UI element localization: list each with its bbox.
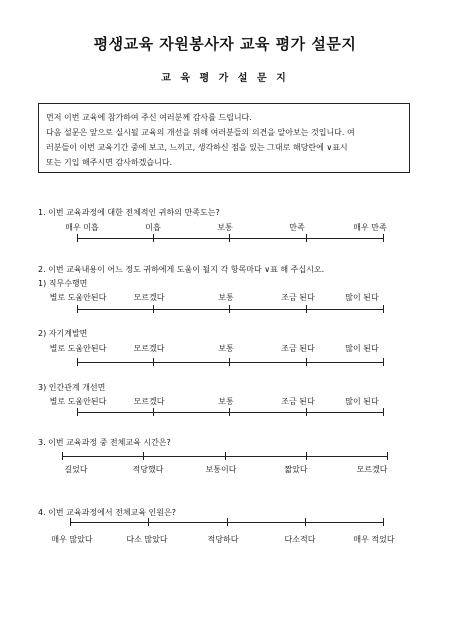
- q2-item-label: 2) 자기계발면: [38, 329, 88, 338]
- scale-tick[interactable]: [229, 358, 230, 366]
- scale-tick[interactable]: [306, 358, 307, 366]
- document-subtitle: 교 육 평 가 설 문 지: [161, 73, 289, 84]
- scale-tick[interactable]: [153, 358, 154, 366]
- q2-item-label: 3) 인간관계 개선면: [38, 383, 106, 392]
- q2-option: 많이 된다: [345, 293, 379, 302]
- q3-option: 보통이다: [205, 465, 237, 474]
- document-title: 평생교육 자원봉사자 교육 평가 설문지: [93, 35, 357, 53]
- scale-tick[interactable]: [77, 234, 78, 242]
- q2-option: 모르겠다: [133, 293, 165, 302]
- rating-scale-line: [77, 238, 384, 239]
- scale-tick[interactable]: [70, 518, 71, 526]
- question-3: 3. 이번 교육과정 중 전체교육 시간은?: [38, 438, 171, 447]
- scale-tick[interactable]: [153, 234, 154, 242]
- q2-option: 많이 된다: [345, 397, 379, 406]
- question-1: 1. 이번 교육과정에 대한 전체적인 귀하의 만족도는?: [38, 208, 220, 217]
- scale-tick[interactable]: [77, 305, 78, 313]
- scale-tick[interactable]: [383, 518, 384, 526]
- q2-option: 조금 된다: [281, 397, 315, 406]
- scale-tick[interactable]: [383, 305, 384, 313]
- scale-tick[interactable]: [225, 452, 226, 460]
- scale-tick[interactable]: [305, 518, 306, 526]
- scale-tick[interactable]: [229, 408, 230, 416]
- intro-line: 또는 기입 해주시면 감사하겠습니다.: [46, 158, 173, 167]
- scale-tick[interactable]: [77, 408, 78, 416]
- q3-option: 길었다: [64, 465, 88, 474]
- scale-tick[interactable]: [383, 358, 384, 366]
- q1-option: 매우 미흡: [65, 223, 99, 232]
- intro-line: 러분들이 이번 교육기간 중에 보고, 느끼고, 생각하신 점을 있는 그대로 해당란에 ∨표시: [46, 143, 348, 152]
- question-4: 4. 이번 교육과정에서 전체교육 인원은?: [38, 508, 176, 517]
- q2-item-label: 1) 직무수행면: [38, 279, 88, 288]
- q2-option: 별로 도움안된다: [49, 397, 107, 406]
- q2-option: 모르겠다: [133, 397, 165, 406]
- q2-option: 별로 도움안된다: [49, 344, 107, 353]
- intro-line: 먼저 이번 교육에 참가하여 주신 여러분께 감사를 드립니다.: [46, 113, 252, 122]
- q1-option: 만족: [289, 223, 305, 232]
- scale-tick[interactable]: [383, 408, 384, 416]
- scale-tick[interactable]: [148, 518, 149, 526]
- scale-tick[interactable]: [306, 408, 307, 416]
- scale-tick[interactable]: [229, 305, 230, 313]
- q2-option: 보통: [218, 344, 234, 353]
- q3-option: 적당했다: [132, 465, 164, 474]
- scale-tick[interactable]: [306, 305, 307, 313]
- rating-scale-line: [77, 309, 384, 310]
- q3-option: 짧았다: [284, 465, 308, 474]
- q2-option: 별로 도움안된다: [49, 293, 107, 302]
- q4-option: 다소적다: [284, 535, 316, 544]
- q4-option: 다소 많았다: [126, 535, 168, 544]
- scale-tick[interactable]: [143, 452, 144, 460]
- q2-option: 조금 된다: [281, 344, 315, 353]
- scale-tick[interactable]: [387, 452, 388, 460]
- q2-option: 조금 된다: [281, 293, 315, 302]
- scale-tick[interactable]: [77, 358, 78, 366]
- q4-option: 매우 많았다: [51, 535, 93, 544]
- q4-option: 적당하다: [207, 535, 239, 544]
- intro-line: 다음 설문은 앞으로 실시될 교육의 개선을 위해 여러분들의 의견을 알아보는 것입니다. 여: [46, 128, 355, 137]
- intro-box: [38, 103, 410, 173]
- q2-option: 많이 된다: [345, 344, 379, 353]
- q2-option: 보통: [218, 293, 234, 302]
- scale-tick[interactable]: [153, 408, 154, 416]
- q2-option: 모르겠다: [133, 344, 165, 353]
- scale-tick[interactable]: [306, 234, 307, 242]
- scale-tick[interactable]: [227, 518, 228, 526]
- q1-option: 미흡: [145, 223, 161, 232]
- scale-tick[interactable]: [306, 452, 307, 460]
- q3-option: 모르겠다: [356, 465, 388, 474]
- rating-scale-line: [77, 362, 384, 363]
- q1-option: 보통: [217, 223, 233, 232]
- rating-scale-line: [77, 412, 384, 413]
- q1-option: 매우 만족: [353, 223, 387, 232]
- scale-tick[interactable]: [62, 452, 63, 460]
- q4-option: 매우 적었다: [353, 535, 395, 544]
- scale-tick[interactable]: [229, 234, 230, 242]
- q2-option: 보통: [218, 397, 234, 406]
- question-2: 2. 이번 교육내용이 어느 정도 귀하에게 도움이 될지 각 항목마다 ∨표 해 주십시오.: [38, 265, 325, 274]
- scale-tick[interactable]: [383, 234, 384, 242]
- scale-tick[interactable]: [153, 305, 154, 313]
